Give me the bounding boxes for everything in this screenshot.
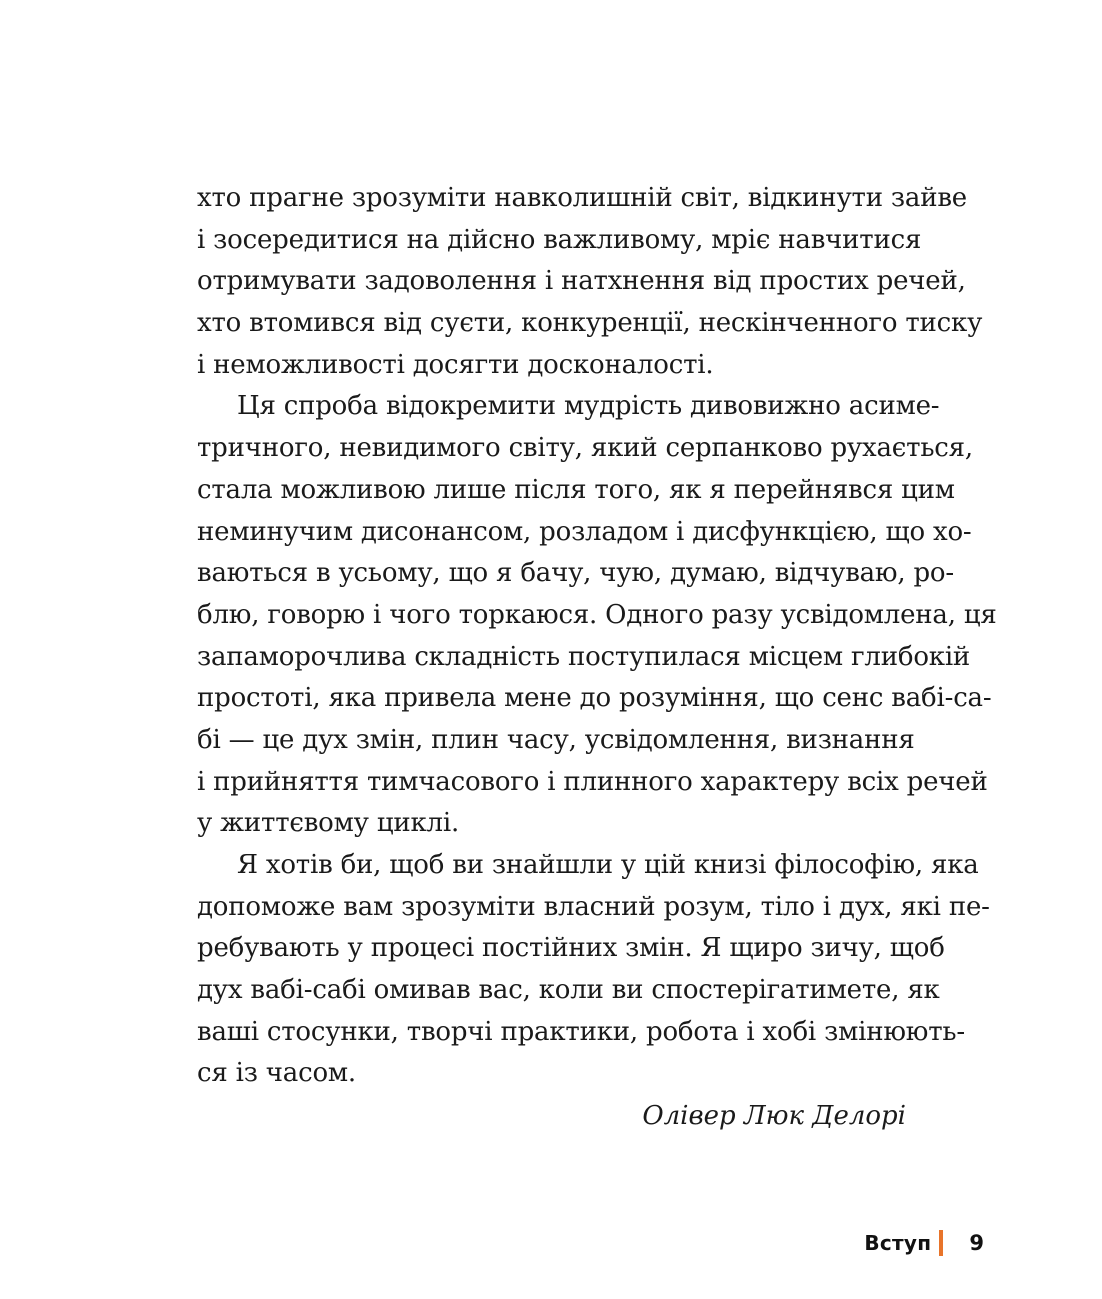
text-line: неминучим дисонансом, розладом і дисфункцією, що хо- <box>197 516 972 547</box>
text-line: ваються в усьому, що я бачу, чую, думаю, відчуваю, ро- <box>197 558 954 589</box>
text-line: і зосередитися на дійсно важливому, мріє навчитися <box>197 224 922 255</box>
text-line: ребувають у процесі постійних змін. Я щиро зичу, щоб <box>197 933 945 964</box>
text-line: ся із часом. <box>197 1058 356 1089</box>
text-line: ваші стосунки, творчі практики, робота і хобі змінюють- <box>197 1016 965 1047</box>
page-number: 9 <box>969 1231 984 1255</box>
page-footer <box>864 1226 984 1260</box>
footer-accent-bar <box>939 1230 943 1256</box>
author-signature: Олівер Люк Делорі <box>642 1101 906 1131</box>
text-line: отримувати задоволення і натхнення від простих речей, <box>197 266 966 297</box>
text-line: стала можливою лише після того, як я перейнявся цим <box>197 474 955 505</box>
section-title: Вступ <box>864 1231 932 1255</box>
text-line: Ця спроба відокремити мудрість дивовижно асиме- <box>237 391 940 422</box>
text-line: хто прагне зрозуміти навколишній світ, відкинути зайве <box>197 183 967 213</box>
text-line: у життєвому циклі. <box>197 808 460 839</box>
text-line: і неможливості досягти досконалості. <box>197 349 714 380</box>
text-line: хто втомився від суєти, конкуренції, нескінченного тиску <box>197 308 983 339</box>
text-line: Я хотів би, щоб ви знайшли у цій книзі філософію, яка <box>237 850 979 880</box>
text-line: дух вабі-сабі омивав вас, коли ви спостерігатимете, як <box>197 975 940 1006</box>
text-line: простоті, яка привела мене до розуміння, що сенс вабі-са- <box>197 683 992 714</box>
body-text <box>197 178 997 1095</box>
text-line: блю, говорю і чого торкаюся. Одного разу усвідомлена, ця <box>197 599 997 630</box>
text-line: і прийняття тимчасового і плинного характеру всіх речей <box>197 766 988 797</box>
text-line: бі — це дух змін, плин часу, усвідомлення, визнання <box>197 724 915 755</box>
text-line: допоможе вам зрозуміти власний розум, тіло і дух, які пе- <box>197 891 990 922</box>
text-line: тричного, невидимого світу, який серпанково рухається, <box>197 433 973 464</box>
text-line: запаморочлива складність поступилася місцем глибокій <box>197 641 971 672</box>
